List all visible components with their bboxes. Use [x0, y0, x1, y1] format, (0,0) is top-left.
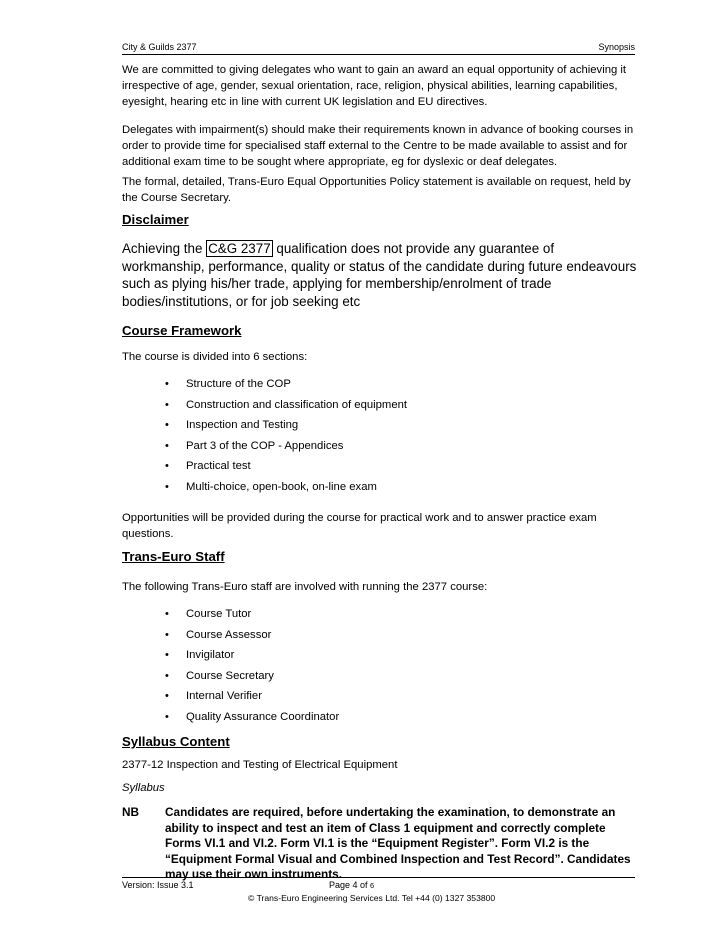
syllabus-label: Syllabus [122, 782, 165, 794]
nb-text: Candidates are required, before undertaking the examination, to demonstrate an ability to inspect and test an item of Class 1 equipment and correctly complete Forms VI.1 and VI.2. Form VI.1 is the “Equipment Register”. Form VI.2 is the “Equipment Formal Visual and Combined Inspection and Test Record”. Candidates may use their own instruments. [165, 805, 631, 881]
policy-paragraph: The formal, detailed, Trans-Euro Equal Opportunities Policy statement is available on request, held by the Course Secretary. [122, 176, 631, 204]
list-item-text: Quality Assurance Coordinator [186, 710, 340, 723]
list-item [0, 668, 728, 689]
list-item-text: Construction and classification of equipment [186, 398, 408, 411]
disclaimer-suffix: qualification does not provide any guarantee of workmanship, performance, quality or status of the candidate during future endeavours such as plying his/her trade, applying for membership/enrolment of trade bodies/institutions, or for job seeking etc [122, 241, 637, 309]
footer-copyright: © Trans-Euro Engineering Services Ltd. Tel +44 (0) 1327 353800 [248, 893, 496, 903]
staff-heading: Trans-Euro Staff [122, 549, 225, 564]
list-item [0, 417, 728, 438]
bullet: • [165, 608, 169, 620]
syllabus-line: 2377-12 Inspection and Testing of Electrical Equipment [122, 759, 398, 771]
disclaimer-heading: Disclaimer [122, 212, 189, 227]
list-item [0, 606, 728, 627]
course-framework-heading: Course Framework [122, 323, 242, 338]
bullet: • [165, 649, 169, 661]
footer-rule [122, 877, 635, 878]
list-item [0, 627, 728, 648]
list-item [0, 479, 728, 500]
bullet: • [165, 690, 169, 702]
impairment-paragraph: Delegates with impairment(s) should make their requirements known in advance of booking courses in order to provide time for specialised staff external to the Centre to be made available to assist and for additional exam time to be sought where appropriate, eg for dyslexic or deaf delegates. [122, 124, 634, 168]
list-item-text: Course Secretary [186, 669, 274, 682]
footer-page-number [329, 880, 374, 890]
list-item-text: Part 3 of the COP - Appendices [186, 439, 344, 452]
framework-intro: The course is divided into 6 sections: [122, 351, 308, 363]
list-item [0, 458, 728, 479]
bullet: • [165, 480, 169, 493]
footer-page-total: 6 [370, 881, 375, 890]
list-item-text: Structure of the COP [186, 378, 291, 390]
bullet: • [165, 378, 169, 390]
footer-version: Version: Issue 3.1 [122, 880, 194, 890]
list-item [0, 647, 728, 668]
list-item-text: Inspection and Testing [186, 419, 299, 431]
bullet: • [165, 460, 169, 472]
bullet: • [165, 439, 169, 452]
list-item-text: Practical test [186, 460, 251, 472]
staff-list [0, 606, 728, 729]
list-item-text: Multi-choice, open-book, on-line exam [186, 480, 377, 493]
bullet: • [165, 710, 169, 723]
disclaimer-paragraph [122, 240, 637, 310]
list-item-text: Course Tutor [186, 608, 252, 620]
staff-intro: The following Trans-Euro staff are involved with running the 2377 course: [122, 581, 488, 593]
bullet: • [165, 398, 169, 411]
header-left: City & Guilds 2377 [122, 42, 197, 52]
nb-label: NB [122, 805, 140, 819]
syllabus-heading: Syllabus Content [122, 734, 230, 749]
framework-list [0, 376, 728, 499]
header-right: Synopsis [598, 42, 635, 52]
framework-note: Opportunities will be provided during the course for practical work and to answer practice exam questions. [122, 512, 597, 540]
header-rule [122, 54, 635, 55]
list-item-text: Internal Verifier [186, 690, 262, 702]
list-item [0, 397, 728, 418]
list-item [0, 688, 728, 709]
bullet: • [165, 669, 169, 682]
bullet: • [165, 628, 169, 641]
list-item [0, 438, 728, 459]
list-item-text: Invigilator [186, 649, 235, 661]
qualification-box: C&G 2377 [208, 241, 271, 256]
footer-page-prefix: Page 4 of [329, 880, 371, 890]
list-item-text: Course Assessor [186, 628, 272, 641]
list-item [0, 376, 728, 397]
list-item [0, 709, 728, 730]
bullet: • [165, 419, 169, 431]
equal-opportunity-paragraph: We are committed to giving delegates who want to gain an award an equal opportunity of achieving it irrespective of age, gender, sexual orientation, race, religion, physical abilities, learning capabilities, eyesight, hearing etc in line with current UK legislation and EU directives. [122, 64, 627, 108]
disclaimer-prefix: Achieving the [122, 241, 207, 256]
